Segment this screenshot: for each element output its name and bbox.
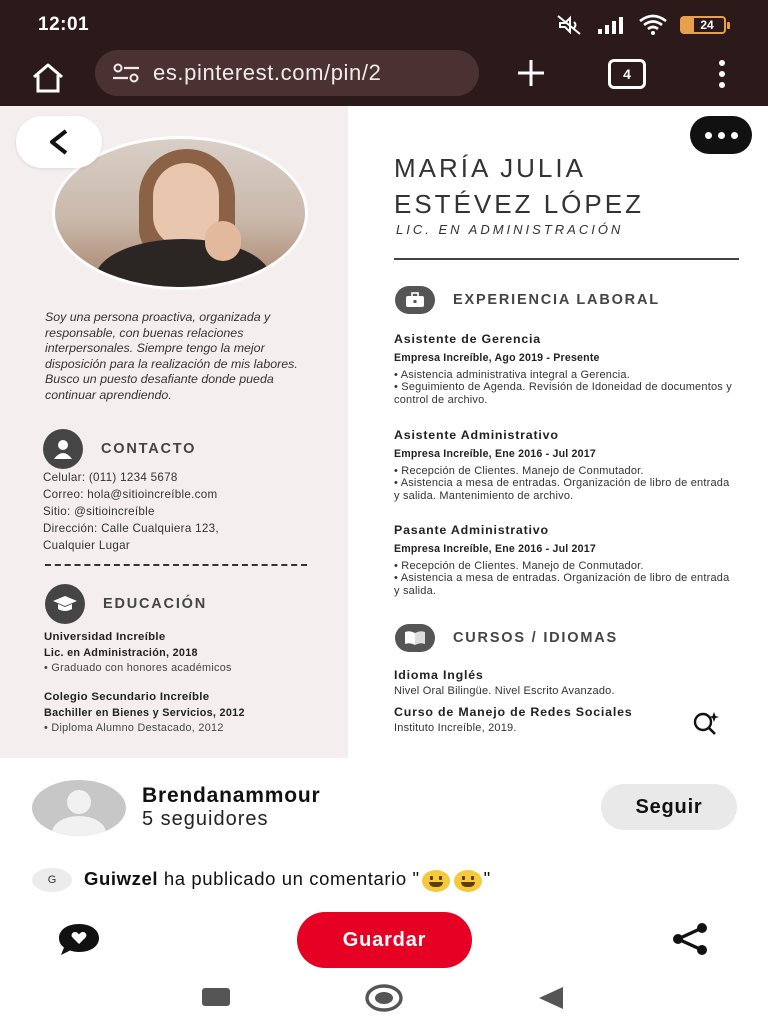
signal-icon (596, 15, 626, 35)
course-detail: Instituto Increíble, 2019. (394, 721, 517, 734)
pin-image[interactable] (0, 106, 768, 758)
share-icon[interactable] (670, 922, 710, 956)
experience-heading (395, 286, 660, 314)
person-icon (43, 429, 83, 469)
courses-heading (395, 624, 618, 652)
home-circle-icon[interactable] (364, 984, 404, 1012)
contact-details (43, 469, 219, 554)
name-line-2: ESTÉVEZ LÓPEZ (394, 189, 644, 219)
comment-text (84, 868, 491, 891)
wifi-icon (638, 14, 668, 36)
comment-body: ha publicado un comentario (158, 868, 407, 890)
course-detail: Nivel Oral Bilingüe. Nivel Escrito Avanzado. (394, 684, 615, 697)
url-text: es.pinterest.com/pin/2 (153, 60, 382, 85)
back-button[interactable] (16, 116, 102, 168)
address-bar[interactable] (95, 50, 479, 96)
job-bullet: • Asistencia administrativa integral a Gerencia. (394, 368, 631, 381)
resume-name (394, 150, 644, 222)
contact-title: CONTACTO (101, 441, 197, 457)
contact-email: Correo: hola@sitioincreíble.com (43, 488, 218, 501)
recents-button[interactable] (202, 988, 230, 1006)
status-bar (0, 0, 768, 50)
creator-avatar[interactable] (32, 780, 126, 836)
close-quote: " (483, 868, 491, 890)
education-bullet: • Graduado con honores académicos (44, 662, 232, 674)
creator-row (0, 758, 768, 858)
job-company: Empresa Increíble, Ene 2016 - Jul 2017 (394, 447, 596, 460)
job-item (394, 333, 734, 407)
job-bullet: • Seguimiento de Agenda. Revisión de Idoneidad de documentos y control de archivo. (394, 381, 732, 407)
book-icon (395, 624, 435, 652)
job-title: Asistente de Gerencia (394, 332, 541, 346)
home-button[interactable] (28, 58, 68, 98)
action-bar (0, 908, 768, 972)
education-title: Universidad Increíble (44, 631, 166, 643)
education-heading (45, 584, 207, 624)
smile-emoji-icon (454, 870, 482, 892)
follower-count: 5 seguidores (142, 808, 269, 830)
commenter-avatar: G (32, 868, 72, 892)
browser-toolbar (0, 50, 768, 106)
name-line-1: MARÍA JULIA (394, 153, 586, 183)
courses-title: CURSOS / IDIOMAS (453, 630, 618, 646)
contact-address: Dirección: Calle Cualquiera 123, (43, 522, 219, 535)
graduation-cap-icon (45, 584, 85, 624)
open-quote: " (412, 868, 420, 890)
job-item (394, 429, 734, 503)
resume-role: LIC. EN ADMINISTRACIÓN (396, 222, 624, 237)
job-bullet: • Asistencia a mesa de entradas. Organización de libro de entrada y salida. (394, 572, 730, 598)
course-item (394, 669, 734, 698)
status-time: 12:01 (38, 14, 90, 35)
contact-heading (43, 429, 196, 469)
job-item (394, 524, 734, 598)
battery-icon (680, 16, 726, 34)
job-bullet: • Recepción de Clientes. Manejo de Conmutador. (394, 559, 644, 572)
visual-search-icon[interactable] (690, 710, 722, 736)
comment-preview[interactable] (32, 868, 491, 892)
more-options-button[interactable] (690, 116, 752, 154)
contact-address-2: Cualquier Lugar (43, 539, 130, 552)
system-nav-bar (0, 972, 768, 1024)
comment-heart-icon[interactable] (56, 922, 102, 958)
new-tab-button[interactable] (512, 54, 550, 92)
home-icon (30, 62, 66, 94)
save-button[interactable]: Guardar (297, 912, 472, 968)
smile-emoji-icon (422, 870, 450, 892)
back-triangle-icon[interactable] (537, 984, 565, 1012)
about-text: Soy una persona proactiva, organizada y responsable, con buenas relaciones interpersonales. Siempre tengo la mejor disposición para la realización de mis labores. Busco un puesto desafiante donde pueda continuar aprendiendo. (45, 310, 298, 402)
job-bullet: • Asistencia a mesa de entradas. Organización de libro de entrada y salida. Mantenimiento de archivo. (394, 477, 730, 503)
job-bullet: • Recepción de Clientes. Manejo de Conmutador. (394, 464, 644, 477)
dashed-divider (45, 564, 307, 566)
course-title: Idioma Inglés (394, 668, 484, 682)
status-icons (554, 14, 726, 36)
education-item (44, 630, 232, 677)
tab-switcher-button[interactable]: 4 (608, 59, 646, 89)
course-item (394, 706, 734, 735)
site-settings-icon[interactable] (109, 61, 143, 85)
education-degree: Lic. en Administración, 2018 (44, 646, 198, 659)
contact-site: Sitio: @sitioincreíble (43, 505, 155, 518)
education-title: EDUCACIÓN (103, 596, 208, 612)
course-title: Curso de Manejo de Redes Sociales (394, 705, 633, 719)
job-title: Pasante Administrativo (394, 523, 549, 537)
commenter-name: Guiwzel (84, 868, 159, 890)
education-bullet: • Diploma Alumno Destacado, 2012 (44, 722, 224, 734)
chevron-left-icon (44, 127, 74, 157)
education-degree: Bachiller en Bienes y Servicios, 2012 (44, 706, 245, 719)
education-title: Colegio Secundario Increíble (44, 691, 210, 703)
title-divider (394, 258, 739, 260)
contact-phone: Celular: (011) 1234 5678 (43, 471, 178, 484)
job-company: Empresa Increíble, Ene 2016 - Jul 2017 (394, 542, 596, 555)
browser-menu-button[interactable] (712, 58, 732, 90)
job-company: Empresa Increíble, Ago 2019 - Presente (394, 351, 600, 364)
education-item (44, 690, 245, 737)
plus-icon (515, 57, 547, 89)
briefcase-icon (395, 286, 435, 314)
experience-title: EXPERIENCIA LABORAL (453, 292, 660, 308)
follow-button[interactable]: Seguir (601, 784, 737, 830)
job-title: Asistente Administrativo (394, 428, 559, 442)
battery-level: 24 (700, 18, 714, 32)
creator-name[interactable]: Brendanammour (142, 784, 321, 807)
mute-icon (554, 14, 584, 36)
